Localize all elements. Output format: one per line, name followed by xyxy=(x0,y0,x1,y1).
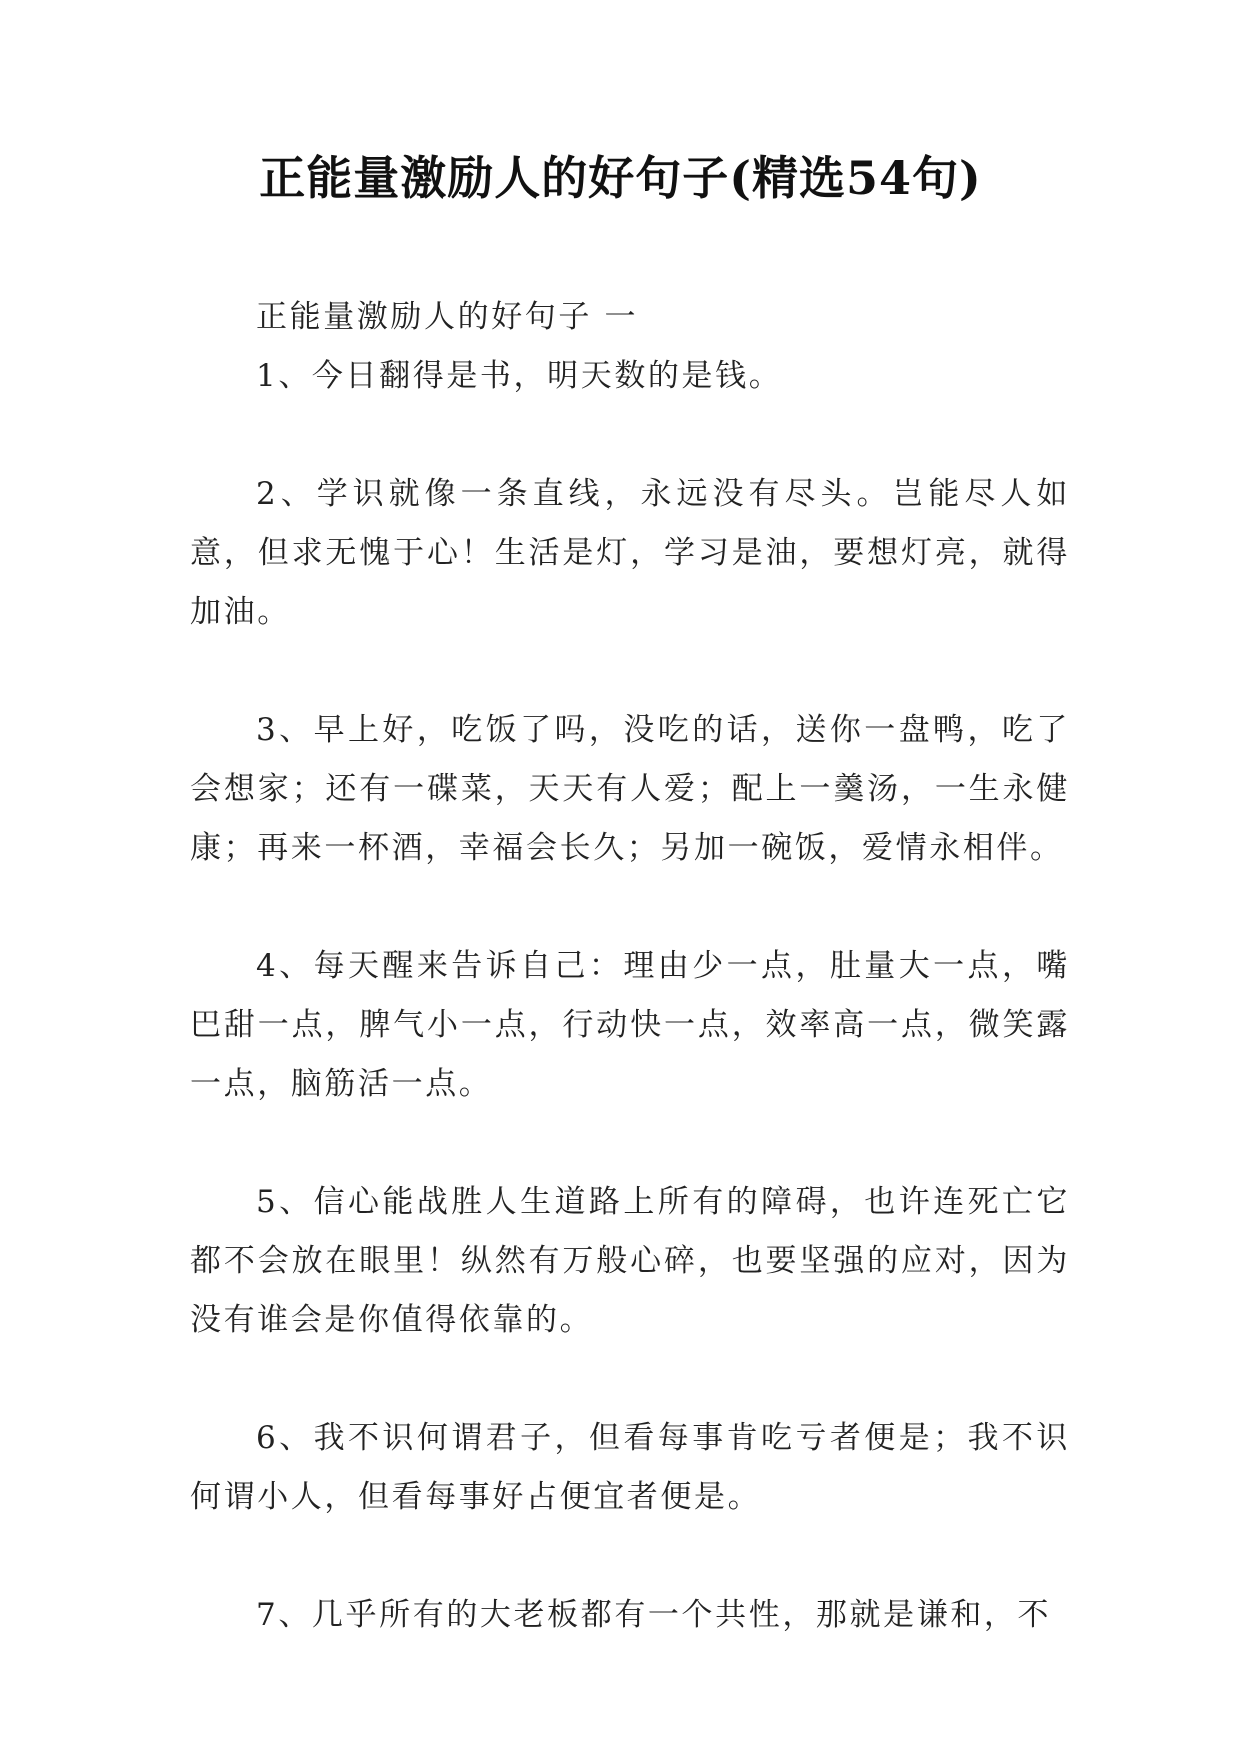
paragraph-7: 7、几乎所有的大老板都有一个共性，那就是谦和，不 xyxy=(256,1597,1052,1633)
paragraph-3: 3、早上好，吃饭了吗，没吃的话，送你一盘鸭，吃了会想家；还有一碟菜，天天有人爱；配上一羹汤，一生永健康；再来一杯酒，幸福会长久；另加一碗饭，爱情永相伴。 xyxy=(190,712,1070,866)
section-heading: 正能量激励人的好句子 一 xyxy=(256,299,639,335)
document-title: 正能量激励人的好句子(精选54句) xyxy=(259,151,982,205)
paragraph-5: 5、信心能战胜人生道路上所有的障碍，也许连死亡它都不会放在眼里！纵然有万般心碎，也要坚强的应对，因为没有谁会是你值得依靠的。 xyxy=(190,1184,1070,1338)
paragraph-4: 4、每天醒来告诉自己：理由少一点，肚量大一点，嘴巴甜一点，脾气小一点，行动快一点，效率高一点，微笑露一点，脑筋活一点。 xyxy=(190,948,1070,1102)
document-body xyxy=(190,288,1070,1645)
paragraph-1: 1、今日翻得是书，明天数的是钱。 xyxy=(256,358,783,394)
paragraph-2: 2、学识就像一条直线，永远没有尽头。岂能尽人如意，但求无愧于心！生活是灯，学习是油，要想灯亮，就得加油。 xyxy=(190,476,1070,630)
paragraph-6: 6、我不识何谓君子，但看每事肯吃亏者便是；我不识何谓小人，但看每事好占便宜者便是。 xyxy=(190,1420,1070,1515)
